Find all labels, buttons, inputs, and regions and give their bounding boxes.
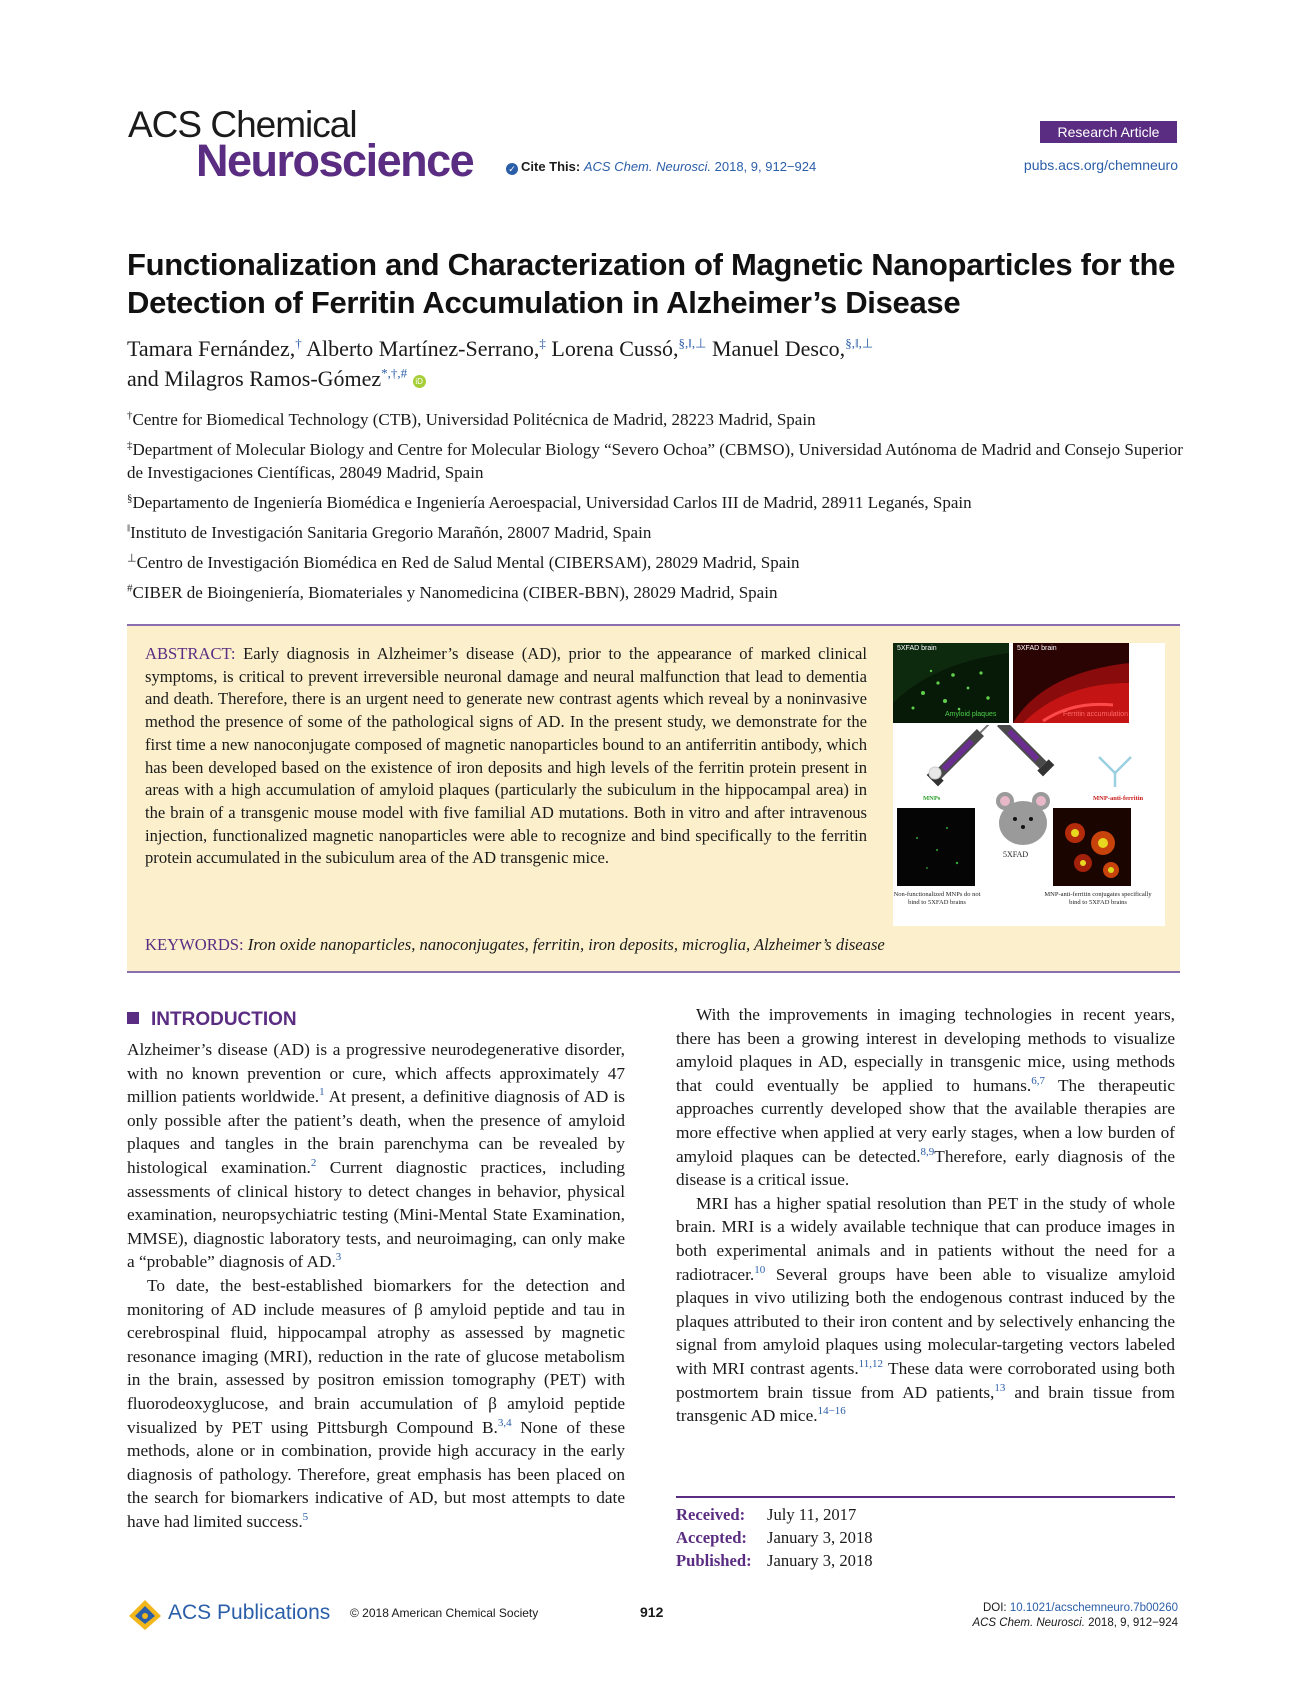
caption-left: Non-functionalized MNPs do not bind to 5XFAD brains [893, 891, 981, 906]
affiliation [127, 551, 1187, 574]
author-name[interactable]: and Milagros Ramos-Gómez [127, 366, 382, 391]
acs-publications-logo-icon[interactable] [127, 1598, 163, 1632]
panel-caption: Ferritin accumulation [1063, 711, 1128, 718]
reference-link[interactable]: 11,12 [858, 1358, 883, 1371]
abstract-label: ABSTRACT: [145, 644, 236, 663]
reference-link[interactable]: 3 [335, 1251, 342, 1264]
reference-link[interactable]: 6,7 [1031, 1075, 1045, 1088]
doi-label: DOI: [982, 1602, 1007, 1614]
body-text: The therapeutic approaches currently developed show that the available therapies are more effective when applied at very early stages, when a low burden of amyloid plaques can be detected. [676, 1075, 1175, 1166]
citation-detail: 2018, 9, 912−924 [1088, 1617, 1178, 1629]
reference-link[interactable]: 10 [754, 1263, 766, 1276]
date-label: Published: [676, 1551, 752, 1570]
author-list [127, 334, 1187, 394]
panel-label: 5XFAD brain [1017, 645, 1057, 652]
micro-panel-positive [1053, 808, 1131, 886]
author-affil-marks: ‡ [539, 335, 546, 351]
cite-journal[interactable]: ACS Chem. Neurosci. [583, 159, 712, 174]
body-column-left [127, 1038, 625, 1533]
dates-divider [676, 1496, 1175, 1498]
author-affil-marks: † [295, 335, 302, 351]
body-paragraph [676, 1192, 1175, 1428]
check-icon: ✓ [506, 163, 518, 175]
body-text: At present, a definitive diagnosis of AD is only possible after the patient’s death, when the presence of amyloid plaques and tangles in the brain parenchyma can be revealed by histological examination. [127, 1087, 625, 1177]
date-row [676, 1549, 873, 1572]
mnp-label: MNPs [923, 795, 941, 802]
affiliation-mark: ‡ [127, 439, 133, 452]
negative-result-image [897, 808, 975, 886]
article-title: Functionalization and Characterization of Magnetic Nanoparticles for the Detection of Ferritin Accumulation in Alzheimer’s Disease [127, 247, 1176, 320]
date-value: July 11, 2017 [767, 1505, 857, 1524]
section-heading-text: INTRODUCTION [151, 1009, 297, 1030]
affiliation-mark: † [127, 409, 133, 422]
journal-website-link[interactable]: pubs.acs.org/chemneuro [1023, 157, 1178, 173]
date-label: Received: [676, 1505, 746, 1524]
positive-result-image [1053, 808, 1131, 886]
affiliation-mark: # [127, 582, 133, 595]
body-text: Therefore, early diagnosis of the disease is a critical issue. [676, 1146, 1175, 1190]
publisher-name[interactable]: ACS Publications [168, 1601, 331, 1624]
mouse-icon [996, 792, 1050, 845]
body-paragraph [127, 1274, 625, 1534]
date-row [676, 1503, 873, 1526]
date-value: January 3, 2018 [767, 1551, 873, 1570]
author-name[interactable]: Alberto Martínez-Serrano, [306, 336, 540, 361]
conjugate-label: MNP-anti-ferritin [1093, 795, 1144, 802]
micro-panel-red [1013, 643, 1129, 723]
body-paragraph [127, 1038, 625, 1274]
author-name[interactable]: Manuel Desco, [712, 336, 846, 361]
reference-link[interactable]: 14−16 [817, 1405, 846, 1418]
author-name[interactable]: Lorena Cussó, [551, 336, 679, 361]
date-row [676, 1526, 873, 1549]
doi-link[interactable]: 10.1021/acschemneuro.7b00260 [1009, 1602, 1178, 1614]
keywords-text: Iron oxide nanoparticles, nanoconjugates, ferritin, iron deposits, microglia, Alzheimer’s disease [247, 935, 885, 954]
orcid-icon[interactable]: iD [413, 375, 426, 388]
affiliation-text: CIBER de Bioingeniería, Biomateriales y Nanomedicina (CIBER-BBN), 28029 Madrid, Spain [132, 583, 778, 602]
affiliation-text: Department of Molecular Biology and Centre for Molecular Biology “Severo Ochoa” (CBMSO), Universidad Autónoma de Madrid and Consejo Superior de Investigaciones Científicas, 28049 Madrid, Spain [127, 440, 1183, 482]
author-affil-marks: *,†,# [381, 365, 408, 381]
citation-journal: ACS Chem. Neurosci. [972, 1617, 1085, 1629]
section-heading [127, 1009, 297, 1031]
reference-link[interactable]: 5 [302, 1511, 309, 1524]
body-text: To date, the best-established biomarkers for the detection and monitoring of AD include measures of β amyloid peptide and tau in cerebrospinal fluid, hippocampal atrophy as assessed by magnetic resonance imaging (MRI), reduction in the rate of glucose metabolism in the brain, assessed by positron emission tomography (PET) with fluorodeoxyglucose, and brain accumulation of β amyloid peptide visualized by PET using Pittsburgh Compound B. [127, 1275, 625, 1437]
affiliation-text: Instituto de Investigación Sanitaria Gregorio Marañón, 28007 Madrid, Spain [130, 523, 652, 542]
body-text: With the improvements in imaging technologies in recent years, there has been a growing interest in developing methods to visualize amyloid plaques in AD, especially in transgenic mice, using methods that could eventually be applied to humans. [676, 1005, 1175, 1095]
affiliation-text: Centre for Biomedical Technology (CTB), Universidad Politécnica de Madrid, 28223 Madrid, Spain [132, 410, 816, 429]
author-name[interactable]: Tamara Fernández, [127, 336, 296, 361]
date-value: January 3, 2018 [767, 1528, 873, 1547]
affiliation [127, 521, 1187, 544]
page-number: 912 [640, 1604, 664, 1620]
abstract [145, 643, 867, 870]
cite-detail[interactable]: 2018, 9, 912−924 [714, 159, 817, 174]
article-type-badge: Research Article [1040, 121, 1177, 143]
date-label: Accepted: [676, 1528, 747, 1547]
affiliation-mark: ⊥ [127, 552, 137, 565]
body-text: None of these methods, alone or in combination, provide high accuracy in the early diagnosis of pathology. Therefore, great emphasis has been placed on the search for biomarkers indicative of AD, but most attempts to date have had limited success. [127, 1417, 625, 1531]
body-text: Current diagnostic practices, including assessments of clinical history to detect changes in behavior, physical examination, neuropsychiatric testing (Mini-Mental State Examination, MMSE), diagnostic laboratory tests, and neuroimaging, can only make a “probable” diagnosis of AD. [127, 1157, 625, 1272]
body-paragraph [676, 1003, 1175, 1192]
reference-link[interactable]: 2 [310, 1157, 317, 1170]
doi-block [972, 1601, 1178, 1631]
body-column-right [676, 1003, 1175, 1428]
body-text: MRI has a higher spatial resolution than PET in the study of whole brain. MRI is a widely available technique that can produce images in both experimental animals and in patients without the need for a radiotracer. [676, 1193, 1175, 1284]
mnp-particle-icon [929, 767, 941, 779]
keywords-label: KEYWORDS: [145, 935, 244, 954]
keywords [145, 935, 1165, 955]
article-dates [676, 1503, 873, 1572]
journal-logo-bottom: Neuroscience [196, 135, 474, 186]
body-text: These data were corroborated using both postmortem brain tissue from AD patients, [676, 1358, 1175, 1402]
affiliation-mark: § [127, 492, 133, 505]
micro-panel-negative [897, 808, 975, 886]
affiliation [127, 581, 1187, 604]
body-text: and brain tissue from transgenic AD mice. [676, 1382, 1176, 1426]
reference-link[interactable]: 13 [994, 1381, 1006, 1394]
affiliation-text: Centro de Investigación Biomédica en Red de Salud Mental (CIBERSAM), 28029 Madrid, Spain [136, 553, 800, 572]
affiliation [127, 408, 1187, 431]
reference-link[interactable]: 8,9 [920, 1145, 935, 1158]
journal-logo-top: ACS Chemical [128, 104, 357, 145]
syringe-right-icon [981, 725, 1055, 776]
copyright: © 2018 American Chemical Society [350, 1606, 539, 1620]
reference-link[interactable]: 3,4 [497, 1416, 512, 1429]
author-affil-marks: §,‖,⊥ [845, 335, 874, 351]
affiliation-text: Departamento de Ingeniería Biomédica e Ingeniería Aeroespacial, Universidad Carlos III de Madrid, 28911 Leganés, Spain [132, 493, 972, 512]
micro-panel-green [893, 643, 1009, 723]
body-text: Alzheimer’s disease (AD) is a progressive neurodegenerative disorder, with no known prevention or cure, which affects approximately 47 million patients worldwide. [127, 1040, 625, 1107]
antibody-icon [1099, 757, 1131, 787]
author-affil-marks: §,‖,⊥ [678, 335, 707, 351]
panel-caption: Amyloid plaques [945, 711, 997, 718]
cite-label: Cite This: [521, 159, 581, 174]
abstract-text: Early diagnosis in Alzheimer’s disease (AD), prior to the appearance of marked clinical symptoms, is critical to prevent irreversible neuronal damage and neural malfunction that lead to dementia and death. Therefore, there is an urgent need to generate new contrast agents which reveal by a noninvasive method the presence of some of the pathological signs of AD. In the present study, we demonstrate for the first time a new nanoconjugate composed of magnetic nanoparticles bound to an antiferritin antibody, which has been developed based on the existence of iron deposits and high levels of the ferritin protein present in areas with a high accumulation of amyloid plaques (particularly the subiculum in the hippocampal area) in the brain of a transgenic mouse model with five familial AD mutations. Both in vitro and after intravenous injection, functionalized magnetic nanoparticles were able to recognize and bind specifically to the ferritin protein accumulated in the subiculum area of the AD transgenic mice. [145, 644, 867, 868]
caption-right: MNP-anti-ferritin conjugates specifically bind to 5XFAD brains [1044, 891, 1152, 906]
affiliation [127, 438, 1187, 484]
panel-label: 5XFAD brain [897, 645, 937, 652]
mouse-label: 5XFAD [1003, 850, 1029, 859]
affiliation-list [127, 408, 1187, 611]
affiliation-mark: ‖ [127, 522, 131, 535]
body-text: Several groups have been able to visualize amyloid plaques in vivo utilizing both the endogenous contrast induced by the plaques attributed to their iron content and by selectively enhancing the signal from amyloid plaques using molecular-targeting vectors labeled with MRI contrast agents. [676, 1264, 1175, 1378]
reference-link[interactable]: 1 [319, 1086, 325, 1099]
toc-graphic [893, 643, 1165, 926]
cite-this[interactable] [506, 160, 816, 175]
affiliation [127, 491, 1187, 514]
square-bullet-icon [127, 1012, 139, 1024]
